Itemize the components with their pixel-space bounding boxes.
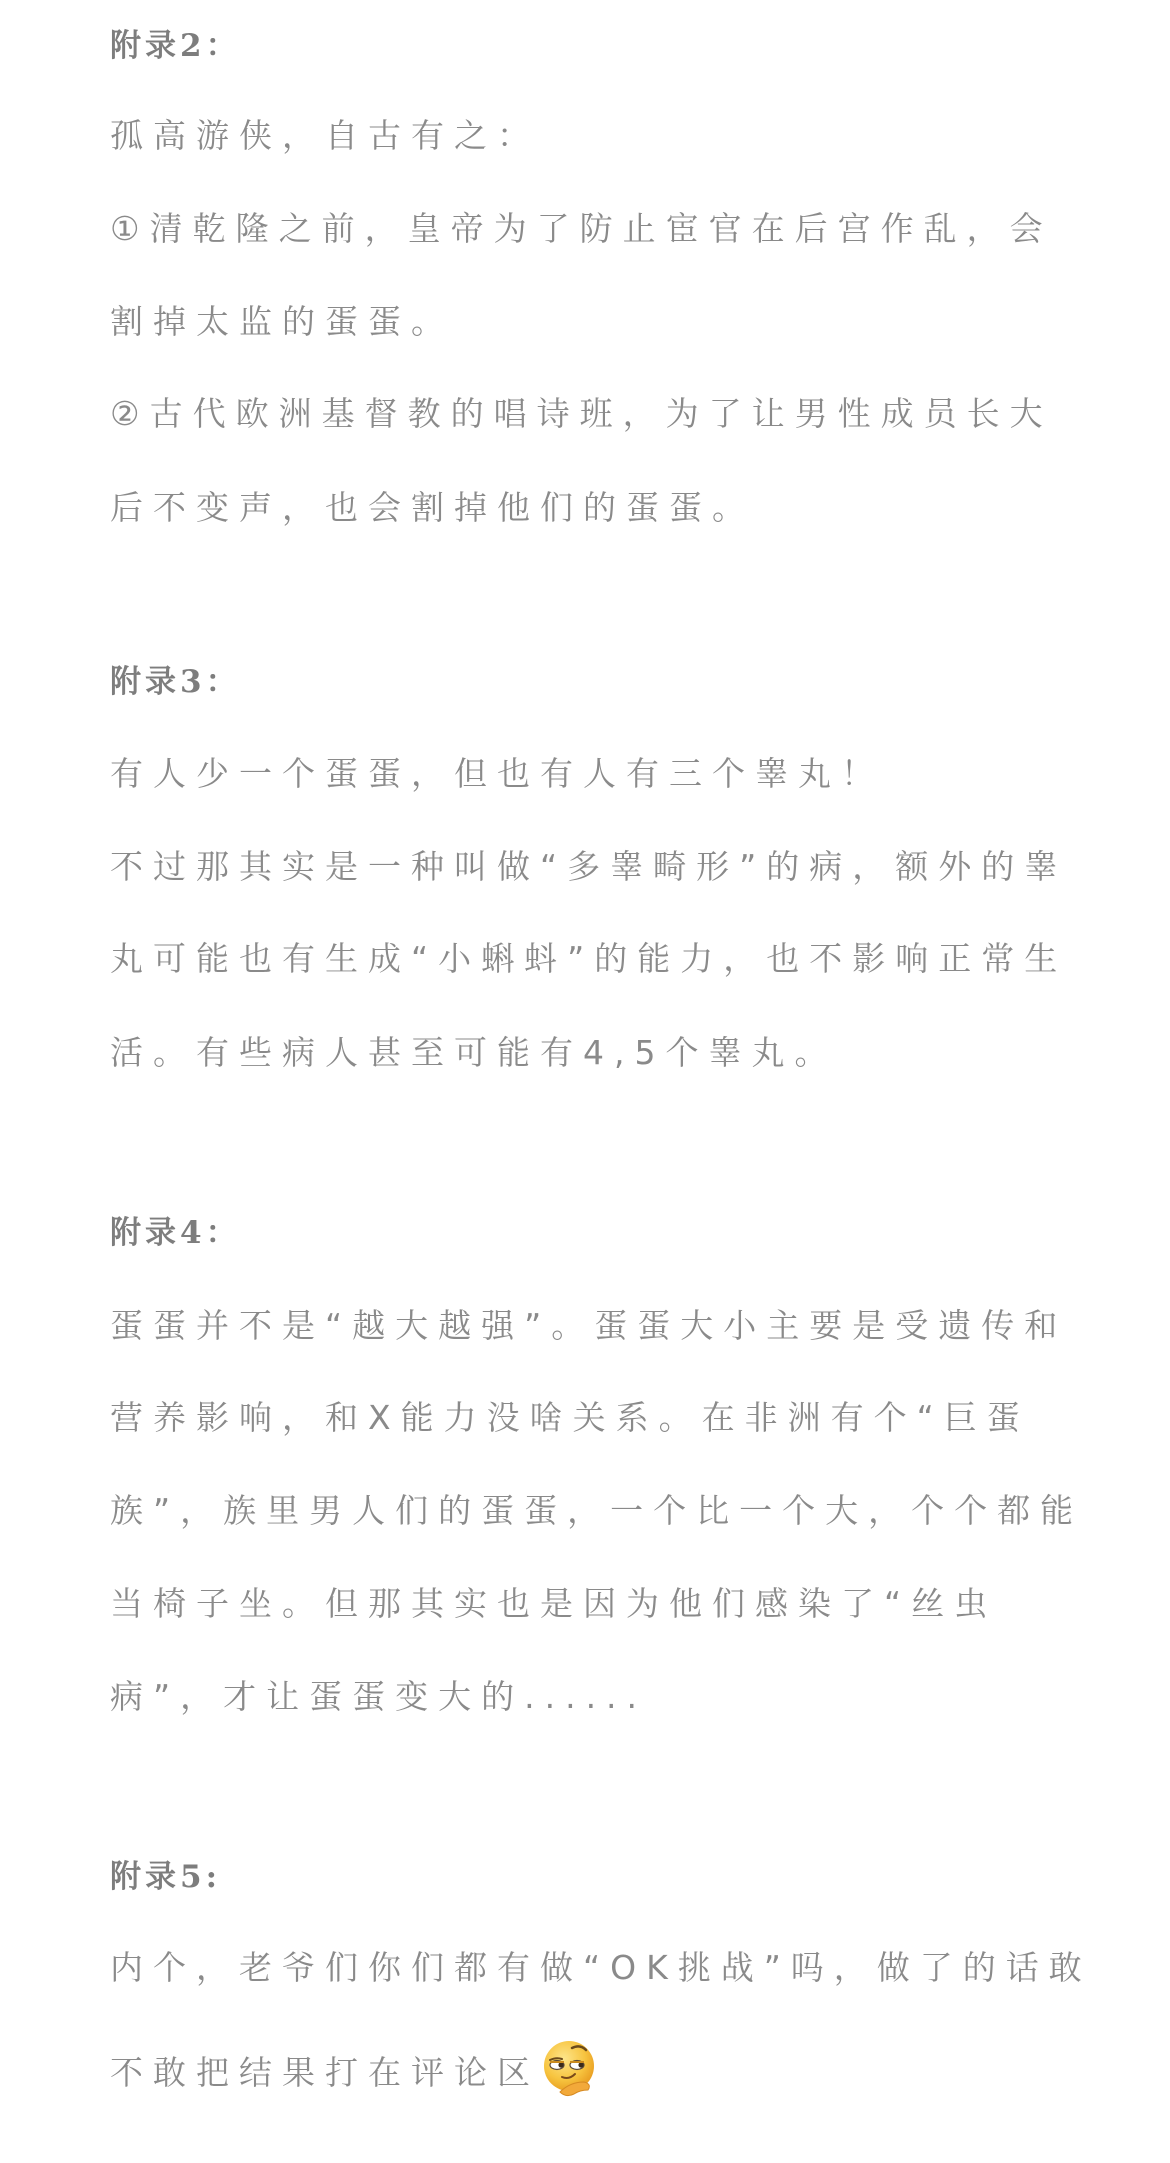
paragraph-line: 不过那其实是一种叫做“多睾畸形”的病，额外的睾 bbox=[110, 847, 1068, 886]
appendix-3-heading: 附录3： bbox=[110, 664, 241, 700]
appendix-5-heading: 附录5: bbox=[110, 1859, 222, 1895]
paragraph-line: 族”，族里男人们的蛋蛋，一个比一个大，个个都能 bbox=[110, 1491, 1084, 1530]
appendix-4-heading: 附录4： bbox=[110, 1215, 241, 1251]
paragraph-line: 营养影响，和X能力没啥关系。在非洲有个“巨蛋 bbox=[110, 1398, 1030, 1437]
paragraph-line: 后不变声，也会割掉他们的蛋蛋。 bbox=[110, 488, 755, 527]
paragraph-line: 孤高游侠，自古有之： bbox=[110, 116, 540, 155]
paragraph-text: 不敢把结果打在评论区 bbox=[110, 2053, 540, 2092]
paragraph-line: 丸可能也有生成“小蝌蚪”的能力，也不影响正常生 bbox=[110, 939, 1068, 978]
paragraph-line: 割掉太监的蛋蛋。 bbox=[110, 302, 454, 341]
paragraph-line: ②古代欧洲基督教的唱诗班，为了让男性成员长大 bbox=[110, 394, 1053, 433]
appendix-2-heading: 附录2： bbox=[110, 28, 241, 64]
paragraph-line: 当椅子坐。但那其实也是因为他们感染了“丝虫 bbox=[110, 1584, 998, 1623]
paragraph-line: 病”，才让蛋蛋变大的...... bbox=[110, 1677, 648, 1716]
paragraph-line: 有人少一个蛋蛋，但也有人有三个睾丸！ bbox=[110, 754, 884, 793]
smirk-thinking-emoji-icon bbox=[542, 2040, 598, 2098]
paragraph-line-with-emoji bbox=[110, 2040, 598, 2098]
paragraph-line: 蛋蛋并不是“越大越强”。蛋蛋大小主要是受遗传和 bbox=[110, 1306, 1068, 1345]
paragraph-line: ①清乾隆之前，皇帝为了防止宦官在后宫作乱，会 bbox=[110, 209, 1053, 248]
paragraph-line: 内个，老爷们你们都有做“OK挑战”吗，做了的话敢 bbox=[110, 1948, 1092, 1987]
paragraph-line: 活。有些病人甚至可能有4,5个睾丸。 bbox=[110, 1033, 838, 1072]
